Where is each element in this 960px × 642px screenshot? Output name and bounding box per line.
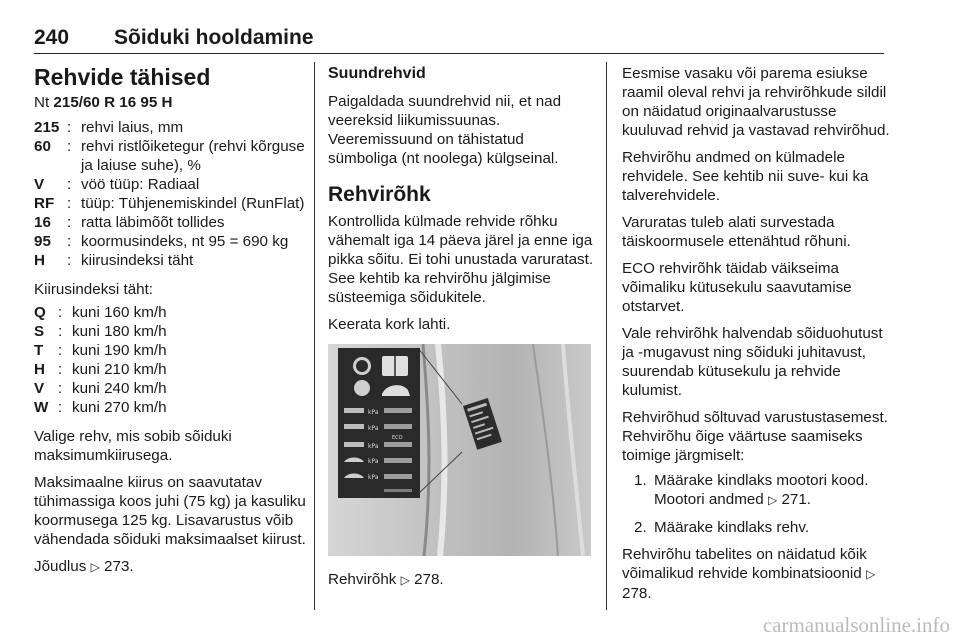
step-text xyxy=(654,471,892,510)
code-key: V xyxy=(34,380,45,397)
pressure-tables-page-ref[interactable]: 278. xyxy=(622,585,652,602)
code-value: koormusindeks, nt 95 = 690 kg xyxy=(81,233,289,250)
svg-text:kPa: kPa xyxy=(368,458,379,465)
speed-code-row xyxy=(34,398,306,417)
page-ref-arrow-icon[interactable]: ▷ xyxy=(767,493,778,507)
svg-text:kPa: kPa xyxy=(368,425,379,432)
svg-text:kPa: kPa xyxy=(368,474,379,481)
paragraph-spare-wheel: Varuratas tuleb alati survestada täiskoormusele ettenähtud rõhuni. xyxy=(622,214,851,250)
figure-caption xyxy=(328,570,594,590)
code-key: 95 xyxy=(34,233,51,250)
paragraph-eco-pressure: ECO rehvirõhk täidab väikseima võimaliku kütusekulu saavutamise otstarvet. xyxy=(622,260,852,315)
steps-list xyxy=(634,471,892,537)
step-text: Määrake kindlaks rehv. xyxy=(654,519,810,536)
speed-code-row xyxy=(34,303,306,322)
figure-caption-text: Rehvirõhk xyxy=(328,571,401,588)
code-colon: : xyxy=(67,119,72,136)
step-number: 1. xyxy=(634,472,647,489)
paragraph-cold-tires: Rehvirõhu andmed on külmadele rehvidele. See kehtib nii suve- kui ka talverehvidele. xyxy=(622,149,869,204)
speed-index-list xyxy=(34,303,306,417)
step-number: 2. xyxy=(634,519,647,536)
speed-index-intro: Kiirusindeksi täht: xyxy=(34,281,154,298)
code-key: T xyxy=(34,342,44,359)
code-colon: : xyxy=(58,361,63,378)
code-key: 215 xyxy=(34,119,60,136)
figure-page-ref[interactable]: 278. xyxy=(414,571,444,588)
code-value: vöö tüüp: Radiaal xyxy=(81,176,200,193)
code-key: H xyxy=(34,361,45,378)
code-key: W xyxy=(34,399,49,416)
code-value: kuni 180 km/h xyxy=(72,323,167,340)
performance-label: Jõudlus xyxy=(34,558,91,575)
size-code-row xyxy=(34,194,306,213)
size-code-row xyxy=(34,213,306,232)
code-value: ratta läbimõõt tollides xyxy=(81,214,225,231)
page-ref-arrow-icon[interactable]: ▷ xyxy=(865,567,876,581)
paragraph-pressure-tables xyxy=(622,545,892,603)
tire-pressure-label-figure xyxy=(328,344,591,556)
performance-reference xyxy=(34,557,306,577)
size-code-row xyxy=(34,232,306,251)
page-header xyxy=(34,26,884,54)
code-value: rehvi ristlõiketegur (rehvi kõrguse ja laiuse suhe), % xyxy=(81,138,305,174)
svg-text:kPa: kPa xyxy=(368,443,379,450)
code-value: kiirusindeksi täht xyxy=(81,252,194,269)
performance-page-ref[interactable]: 273. xyxy=(104,558,134,575)
code-value: tüüp: Tühjenemiskindel (RunFlat) xyxy=(81,195,305,212)
page-number: 240 xyxy=(34,26,70,49)
code-key: V xyxy=(34,176,45,193)
column-divider-2 xyxy=(606,62,607,610)
code-value: kuni 190 km/h xyxy=(72,342,167,359)
code-key: S xyxy=(34,323,45,340)
size-code-row xyxy=(34,175,306,194)
step-text-main: Määrake kindlaks mootori kood. Mootori andmed xyxy=(654,472,869,508)
section-title-directional-tires: Suundrehvid xyxy=(328,65,426,82)
step-page-ref[interactable]: 271. xyxy=(781,491,811,508)
tire-size-code-list xyxy=(34,118,306,270)
code-key: H xyxy=(34,252,45,269)
step-item xyxy=(634,471,892,510)
code-colon: : xyxy=(67,138,72,155)
paragraph-open-cap: Keerata kork lahti. xyxy=(328,316,451,333)
code-key: 60 xyxy=(34,138,51,155)
pressure-tables-text: Rehvirõhu tabelites on näidatud kõik võimalikud rehvide kombinatsioonid xyxy=(622,546,867,582)
page-ref-arrow-icon[interactable]: ▷ xyxy=(400,573,410,587)
paragraph-tire-pressure: Kontrollida külmade rehvide rõhku vähemalt iga 14 päeva järel ja enne iga pikka sõitu. Ei tohi unustada varuratast. See kehtib ka rehvirõhu jälgimise süsteemiga sõidukitele. xyxy=(328,213,594,306)
size-code-row xyxy=(34,118,306,137)
code-colon: : xyxy=(58,323,63,340)
code-colon: : xyxy=(58,399,63,416)
tire-example-code: 215/60 R 16 95 H xyxy=(53,94,173,111)
page-ref-arrow-icon[interactable]: ▷ xyxy=(90,560,100,574)
code-colon: : xyxy=(58,380,63,397)
code-colon: : xyxy=(67,176,72,193)
code-colon: : xyxy=(67,214,72,231)
watermark: carmanualsonline.info xyxy=(762,613,950,637)
tire-pressure-label-illustration xyxy=(328,344,591,556)
code-colon: : xyxy=(67,195,72,212)
column-right xyxy=(622,64,892,611)
code-value: kuni 240 km/h xyxy=(72,380,167,397)
speed-code-row xyxy=(34,379,306,398)
code-key: 16 xyxy=(34,214,51,231)
svg-text:ECO: ECO xyxy=(392,435,403,441)
code-colon: : xyxy=(58,342,63,359)
code-value: kuni 270 km/h xyxy=(72,399,167,416)
paragraph-speed-choice: Valige rehv, mis sobib sõiduki maksimumkiirusega. xyxy=(34,428,232,464)
column-left xyxy=(34,64,306,585)
step-item xyxy=(634,518,892,537)
column-middle xyxy=(328,64,594,598)
speed-code-row xyxy=(34,341,306,360)
code-value: kuni 160 km/h xyxy=(72,304,167,321)
code-colon: : xyxy=(67,252,72,269)
code-key: Q xyxy=(34,304,46,321)
size-code-row xyxy=(34,251,306,270)
tire-example xyxy=(34,93,306,112)
size-code-row xyxy=(34,137,306,175)
section-title-tire-markings: Rehvide tähised xyxy=(34,64,211,90)
paragraph-label-location: Eesmise vasaku või parema esiukse raamil oleval rehvi ja rehvirõhkude sildil on näidatud originaalvarustusse kuuluvad rehvid ja vastavad rehvirõhud. xyxy=(622,65,890,139)
svg-text:kPa: kPa xyxy=(368,409,379,416)
paragraph-directional-tires: Paigaldada suundrehvid nii, et nad veereksid liikumissuunas. Veeremissuund on tähistatud sümboliga (nt noolega) külgseinal. xyxy=(328,93,562,167)
paragraph-pressure-depends: Rehvirõhud sõltuvad varustustasemest. Rehvirõhu õige väärtuse saamiseks toimige järgmiselt: xyxy=(622,409,888,464)
paragraph-max-speed: Maksimaalne kiirus on saavutatav tühimassiga koos juhi (75 kg) ja kasuliku koormusega 125 kg. Lisavarustus võib vähendada sõiduki maksimaalset kiirust. xyxy=(34,474,306,548)
section-title-tire-pressure: Rehvirõhk xyxy=(328,183,431,206)
code-colon: : xyxy=(67,233,72,250)
code-value: kuni 210 km/h xyxy=(72,361,167,378)
code-colon: : xyxy=(58,304,63,321)
code-key: RF xyxy=(34,195,55,212)
paragraph-wrong-pressure: Vale rehvirõhk halvendab sõiduohutust ja -mugavust ning sõiduki juhitavust, suurendab kütusekulu ja rehvide kulumist. xyxy=(622,325,883,399)
tire-example-prefix: Nt xyxy=(34,94,54,111)
chapter-title: Sõiduki hooldamine xyxy=(114,26,314,49)
column-divider-1 xyxy=(314,62,315,610)
speed-code-row xyxy=(34,360,306,379)
code-value: rehvi laius, mm xyxy=(81,119,184,136)
speed-code-row xyxy=(34,322,306,341)
